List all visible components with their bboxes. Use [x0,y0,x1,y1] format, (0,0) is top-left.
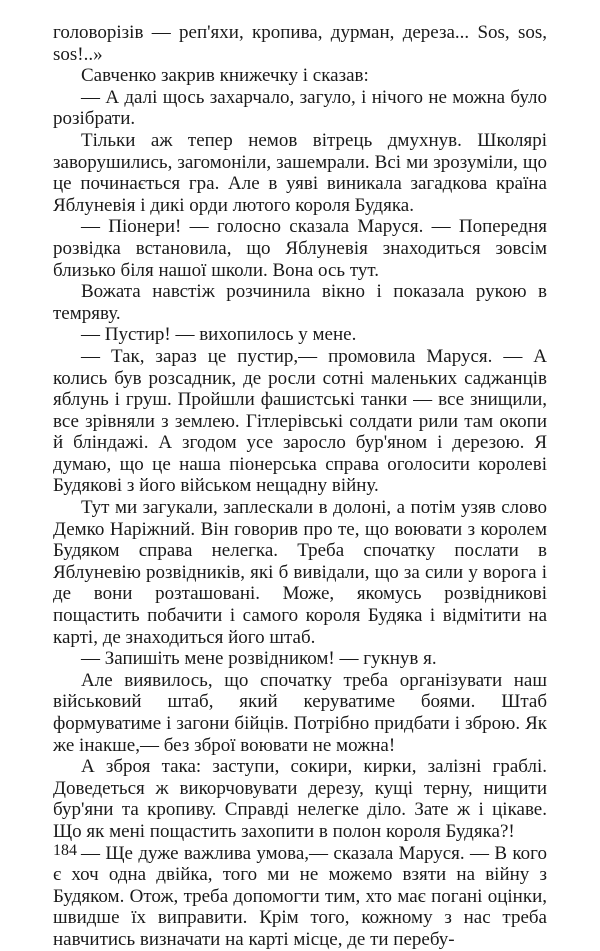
paragraph-2: Савченко закрив книжечку і сказав: [81,65,369,87]
paragraph-10: — Запишіть мене розвідником! — гукнув я. [81,648,437,670]
paragraph-8: — Так, зараз це пустир,— промовила Маруся. — А колись був розсадник, де росли сотні маленьких саджанців яблунь і груш. Пройшли фашистські танки — все знищили, все зрівняли з землею. Гітлерівські солдати рили там окопи й бліндажі. А згодом усе заросло бур'яном і дерезою. Я думаю, що це наша піонерська справа оголосити королеві Будякові з його військом нещадну війну. [53,345,547,497]
paragraph-7: — Пустир! — вихопилось у мене. [81,324,357,346]
paragraph-12: А зброя така: заступи, сокири, кирки, залізні граблі. Доведеться ж викорчовувати дерезу, кущі терну, нищити бур'яни та кропиву. Справді нелегке діло. Зате ж і цікаве. Що як мені пощастить захопити в полон короля Будяка?! [53,756,547,842]
paragraph-3: — А далі щось захарчало, загуло, і нічого не можна було розібрати. [53,86,547,130]
page-text [53,22,547,951]
paragraph-6: Вожата навстіж розчинила вікно і показала рукою в темряву. [53,281,547,324]
paragraph-5: — Піонери! — голосно сказала Маруся. — Попередня розвідка встановила, що Яблуневія знаходиться зовсім близько біля нашої школи. Вона ось тут. [53,216,547,281]
paragraph-1: головорізів — реп'яхи, кропива, дурман, дереза... Sos, sos, sos!..» [53,22,547,65]
paragraph-13: — Ще дуже важлива умова,— сказала Маруся. — В кого є хоч одна двійка, того ми не можемо взяти на війну з Будяком. Отож, треба допомогти тим, хто має погані оцінки, швидше їх виправити. Крім того, кожному з нас треба навчитись визначати на карті місце, де ти перебу- [53,842,547,950]
paragraph-9: Тут ми загукали, заплескали в долоні, а потім узяв слово Демко Наріжний. Він говорив про те, що воювати з королем Будяком справа нелегка. Треба спочатку послати в Яблуневію розвідників, які б вивідали, що за сили у ворога і де вони розташовані. Може, якомусь розвідникові пощастить побачити і самого короля Будяка і відмітити на карті, де знаходиться його штаб. [53,497,547,648]
paragraph-11: Але виявилось, що спочатку треба організувати наш військовий штаб, який керуватиме боями. Штаб формуватиме і загони бійців. Потрібно придбати і зброю. Як же інакше,— без зброї воювати не можна! [53,669,547,756]
paragraph-4: Тільки аж тепер немов вітрець дмухнув. Школярі заворушились, загомоніли, зашемрали. Всі ми зрозуміли, що це починається гра. Але в уяві виникала загадкова країна Яблуневія і дикі орди лютого короля Будяка. [53,129,547,216]
page-number: 184 [53,842,77,859]
